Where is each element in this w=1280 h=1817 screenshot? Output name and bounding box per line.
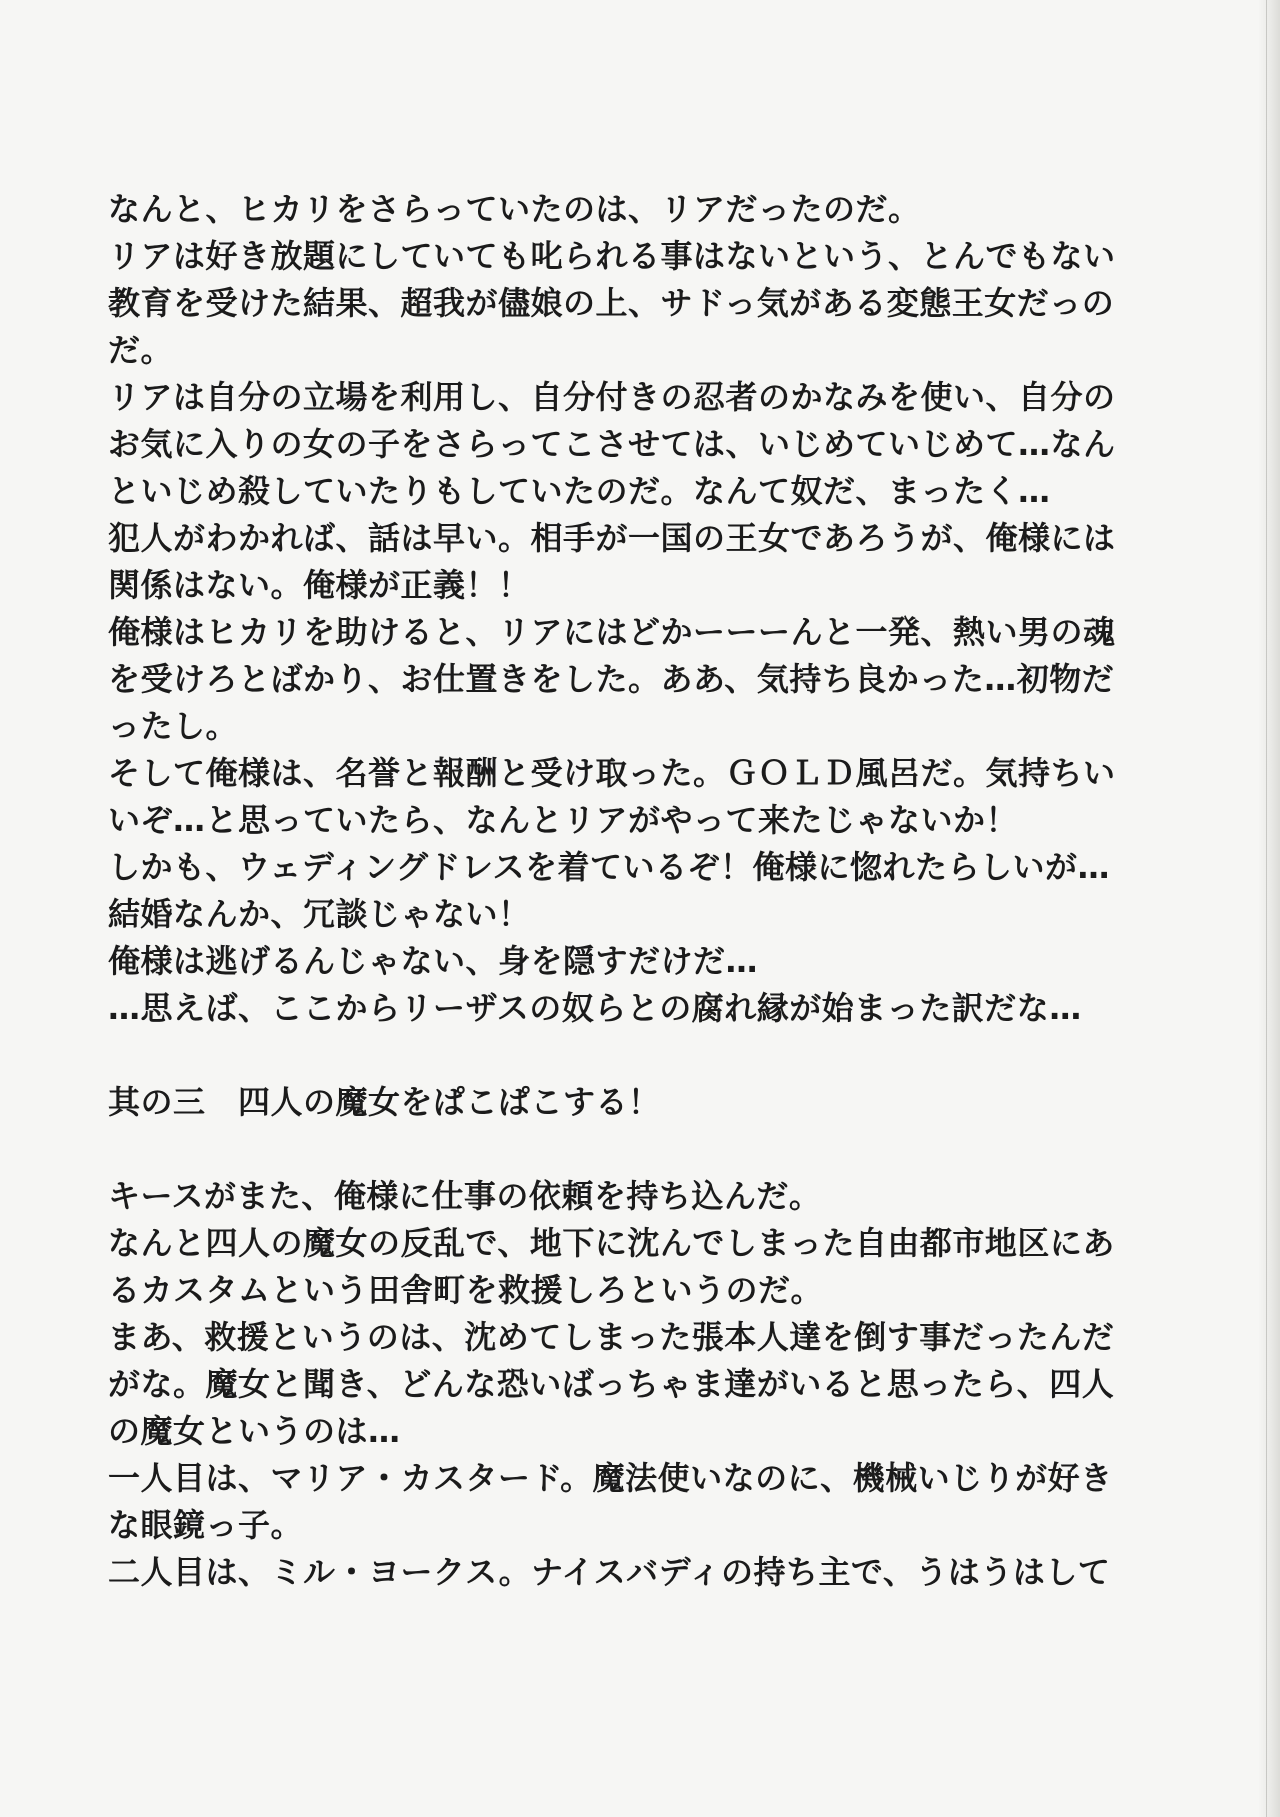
text-line: リアは好き放題にしていても叱られる事はないという、とんでもない [108, 237, 1116, 275]
text-line: 二人目は、ミル・ヨークス。ナイスバディの持ち主で、うはうはして [108, 1553, 1111, 1591]
text-line: がな。魔女と聞き、どんな恐いばっちゃま達がいると思ったら、四人 [108, 1365, 1115, 1403]
body-text [108, 186, 1188, 1596]
text-line: いぞ…と思っていたら、なんとリアがやって来たじゃないか！ [108, 801, 1019, 839]
text-line: の魔女というのは… [108, 1412, 401, 1450]
text-line: 結婚なんか、冗談じゃない！ [108, 895, 531, 933]
text-line: 一人目は、マリア・カスタード。魔法使いなのに、機械いじりが好き [108, 1459, 1113, 1497]
paragraph-gap [108, 1126, 1188, 1173]
text-line: なんと、ヒカリをさらっていたのは、リアだったのだ。 [108, 190, 921, 228]
text-line: なんと四人の魔女の反乱で、地下に沈んでしまった自由都市地区にあ [108, 1224, 1115, 1262]
text-line: といじめ殺していたりもしていたのだ。なんて奴だ、まったく… [108, 472, 1051, 510]
text-line: 関係はない。俺様が正義！！ [108, 566, 531, 604]
text-line: そして俺様は、名誉と報酬と受け取った。ＧＯＬＤ風呂だ。気持ちい [108, 754, 1116, 792]
text-line: しかも、ウェディングドレスを着ているぞ！俺様に惚れたらしいが… [108, 848, 1111, 886]
text-line: お気に入りの女の子をさらってこさせては、いじめていじめて…なん [108, 425, 1116, 463]
text-line: …思えば、ここからリーザスの奴らとの腐れ縁が始まった訳だな… [108, 989, 1082, 1027]
text-line: だ。 [108, 331, 174, 369]
text-line: るカスタムという田舎町を救援しろというのだ。 [108, 1271, 824, 1309]
text-line: キースがまた、俺様に仕事の依頼を持ち込んだ。 [108, 1177, 822, 1215]
text-line: ったし。 [108, 707, 239, 745]
text-line: 犯人がわかれば、話は早い。相手が一国の王女であろうが、俺様には [108, 519, 1116, 557]
text-line: まあ、救援というのは、沈めてしまった張本人達を倒す事だったんだ [108, 1318, 1115, 1356]
paragraph-gap [108, 1032, 1188, 1079]
section-heading: 其の三 四人の魔女をぱこぱこする！ [108, 1083, 661, 1121]
page-edge [1258, 0, 1280, 1817]
text-line: 教育を受けた結果、超我が儘娘の上、サドっ気がある変態王女だっの [108, 284, 1115, 322]
text-line: リアは自分の立場を利用し、自分付きの忍者のかなみを使い、自分の [108, 378, 1116, 416]
text-line: 俺様はヒカリを助けると、リアにはどかーーーんと一発、熱い男の魂 [108, 613, 1116, 651]
text-line: な眼鏡っ子。 [108, 1506, 304, 1544]
text-line: 俺様は逃げるんじゃない、身を隠すだけだ… [108, 942, 759, 980]
text-line: を受けろとばかり、お仕置きをした。ああ、気持ち良かった…初物だ [108, 660, 1115, 698]
